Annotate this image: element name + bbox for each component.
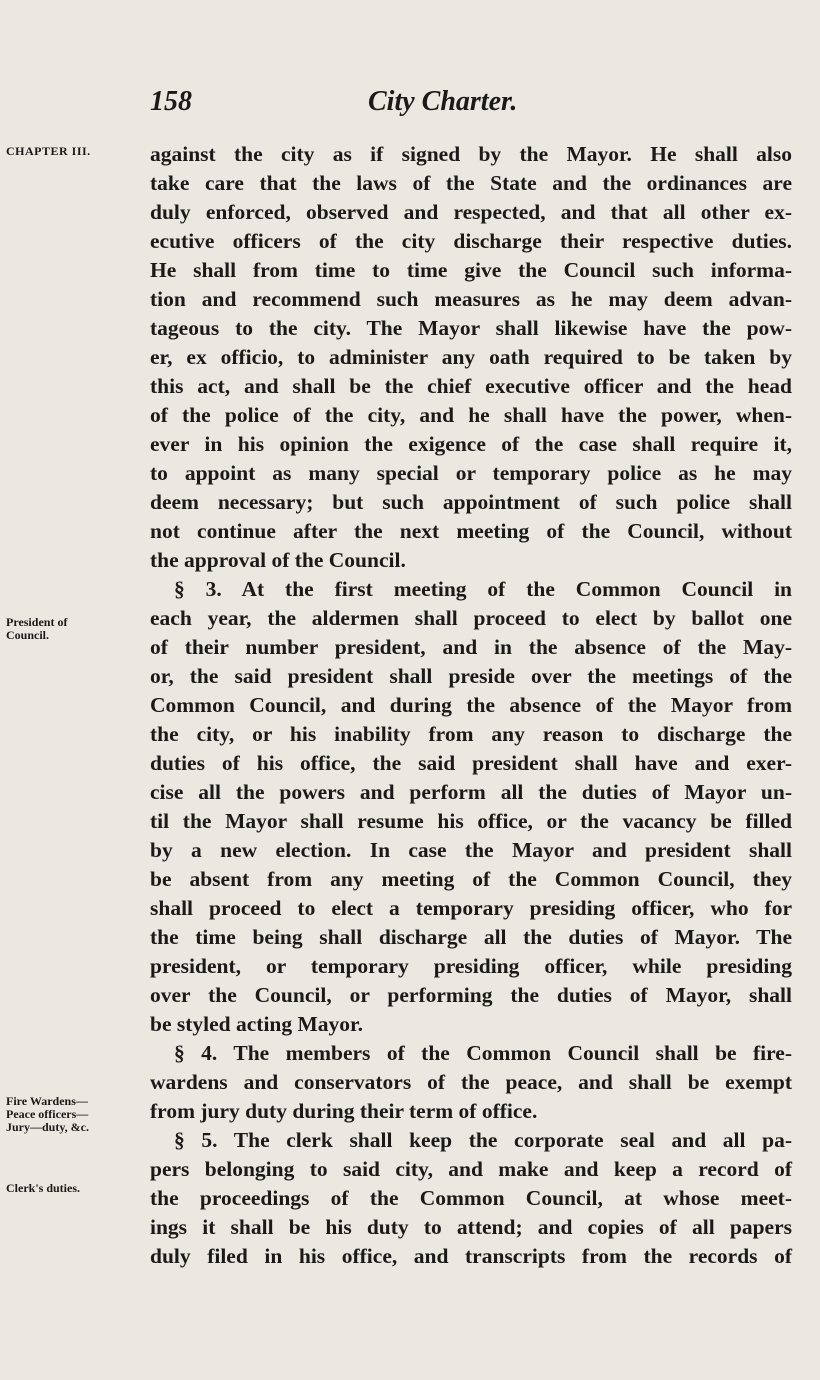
body-text [150, 140, 792, 1271]
text-line: duly enforced, observed and respected, and that all other ex- [150, 200, 792, 224]
margin-note-line: Clerk's duties. [6, 1181, 81, 1195]
margin-note-clerk [6, 1182, 136, 1195]
running-title: City Charter. [368, 86, 518, 117]
text-line: against the city as if signed by the Mayor. He shall also [150, 142, 792, 166]
text-line: not continue after the next meeting of the Council, without [150, 519, 792, 543]
text-line: § 5. The clerk shall keep the corporate seal and all pa- [174, 1128, 792, 1152]
margin-note-line: Peace officers— [6, 1107, 89, 1121]
text-line: the approval of the Council. [150, 548, 406, 572]
margin-note-line: Council. [6, 628, 50, 642]
margin-note-line: President of [6, 615, 68, 629]
text-line: ings it shall be his duty to attend; and copies of all papers [150, 1215, 792, 1239]
text-line: cise all the powers and perform all the duties of Mayor un- [150, 780, 792, 804]
text-line: duties of his office, the said president shall have and exer- [150, 751, 792, 775]
text-line: this act, and shall be the chief executive officer and the head [150, 374, 792, 398]
chapter-label: CHAPTER III. [6, 144, 91, 158]
text-line: each year, the aldermen shall proceed to elect by ballot one [150, 606, 792, 630]
text-line: the proceedings of the Common Council, at whose meet- [150, 1186, 792, 1210]
text-line: tion and recommend such measures as he may deem advan- [150, 287, 792, 311]
text-line: He shall from time to time give the Council such informa- [150, 258, 792, 282]
margin-note-line: Fire Wardens— [6, 1094, 88, 1108]
text-line: the city, or his inability from any reason to discharge the [150, 722, 792, 746]
text-line: pers belonging to said city, and make and keep a record of [150, 1157, 792, 1181]
text-line: of their number president, and in the absence of the May- [150, 635, 792, 659]
text-line: deem necessary; but such appointment of such police shall [150, 490, 792, 514]
text-line: be absent from any meeting of the Common Council, they [150, 867, 792, 891]
text-line: wardens and conservators of the peace, and shall be exempt [150, 1070, 792, 1094]
text-line: Common Council, and during the absence of the Mayor from [150, 693, 792, 717]
margin-note-fire-wardens [6, 1095, 136, 1134]
text-line: duly filed in his office, and transcripts from the records of [150, 1244, 792, 1268]
text-line: ecutive officers of the city discharge their respective duties. [150, 229, 792, 253]
text-line: be styled acting Mayor. [150, 1012, 363, 1036]
text-line: of the police of the city, and he shall have the power, when- [150, 403, 792, 427]
running-header [150, 86, 790, 126]
text-line: president, or temporary presiding officer, while presiding [150, 954, 792, 978]
margin-note-line: Jury—duty, &c. [6, 1120, 90, 1134]
text-line: to appoint as many special or temporary police as he may [150, 461, 792, 485]
text-line: take care that the laws of the State and the ordinances are [150, 171, 792, 195]
text-line: § 4. The members of the Common Council shall be fire- [174, 1041, 792, 1065]
text-line: er, ex officio, to administer any oath required to be taken by [150, 345, 792, 369]
text-line: over the Council, or performing the duties of Mayor, shall [150, 983, 792, 1007]
text-line: by a new election. In case the Mayor and president shall [150, 838, 792, 862]
text-line: or, the said president shall preside over the meetings of the [150, 664, 792, 688]
text-line: ever in his opinion the exigence of the case shall require it, [150, 432, 792, 456]
text-line: the time being shall discharge all the duties of Mayor. The [150, 925, 792, 949]
page-number: 158 [150, 86, 192, 117]
text-line: § 3. At the first meeting of the Common Council in [174, 577, 792, 601]
text-line: from jury duty during their term of office. [150, 1099, 538, 1123]
text-line: til the Mayor shall resume his office, or the vacancy be filled [150, 809, 792, 833]
margin-note-president [6, 616, 136, 642]
text-line: shall proceed to elect a temporary presiding officer, who for [150, 896, 792, 920]
text-line: tageous to the city. The Mayor shall likewise have the pow- [150, 316, 792, 340]
